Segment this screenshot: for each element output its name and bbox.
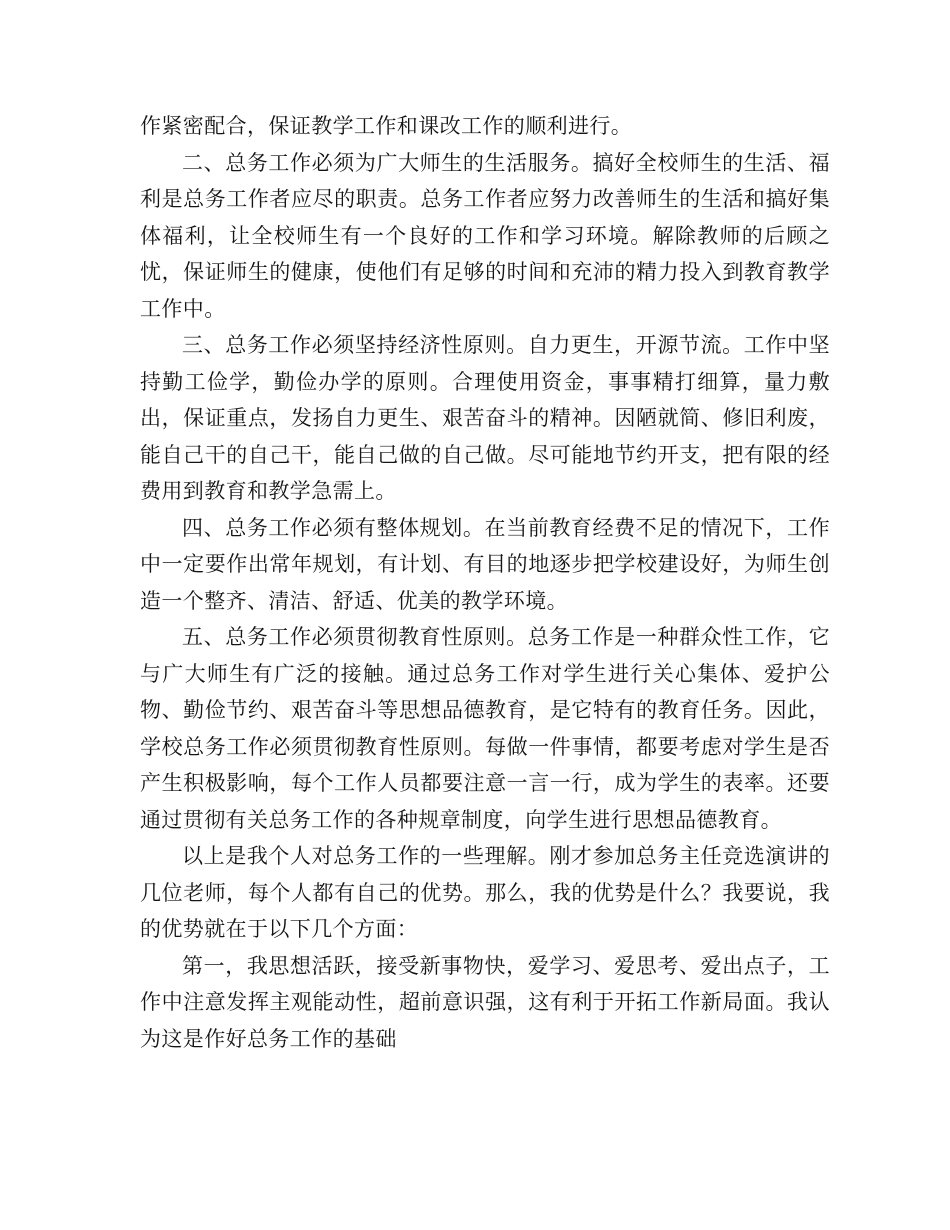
paragraph-summary: 以上是我个人对总务工作的一些理解。刚才参加总务主任竞选演讲的几位老师，每个人都有自己的优势。那么，我的优势是什么？我要说，我的优势就在于以下几个方面： [140, 844, 830, 941]
paragraph-point-five: 五、总务工作必须贯彻教育性原则。总务工作是一种群众性工作，它与广大师生有广泛的接触。通过总务工作对学生进行关心集体、爱护公物、勤俭节约、艰苦奋斗等思想品德教育，是它特有的教育任务。因此，学校总务工作必须贯彻教育性原则。每做一件事情，都要考虑对学生是否产生积极影响，每个工作人员都要注意一言一行，成为学生的表率。还要通过贯彻有关总务工作的各种规章制度，向学生进行思想品德教育。 [140, 625, 830, 832]
paragraph-point-two: 二、总务工作必须为广大师生的生活服务。搞好全校师生的生活、福利是总务工作者应尽的职责。总务工作者应努力改善师生的生活和搞好集体福利，让全校师生有一个良好的工作和学习环境。解除教师的后顾之忧，保证师生的健康，使他们有足够的时间和充沛的精力投入到教育教学工作中。 [140, 150, 830, 321]
paragraph-advantage-one: 第一，我思想活跃，接受新事物快，爱学习、爱思考、爱出点子，工作中注意发挥主观能动性，超前意识强，这有利于开拓工作新局面。我认为这是作好总务工作的基础 [140, 953, 830, 1051]
document-body [140, 108, 830, 1057]
paragraph-point-four: 四、总务工作必须有整体规划。在当前教育经费不足的情况下，工作中一定要作出常年规划，有计划、有目的地逐步把学校建设好，为师生创造一个整齐、清洁、舒适、优美的教学环境。 [140, 515, 830, 613]
paragraph-continuation: 作紧密配合，保证教学工作和课改工作的顺利进行。 [140, 114, 633, 138]
paragraph-point-three: 三、总务工作必须坚持经济性原则。自力更生，开源节流。工作中坚持勤工俭学，勤俭办学的原则。合理使用资金，事事精打细算，量力敷出，保证重点，发扬自力更生、艰苦奋斗的精神。因陋就简、修旧利废，能自己干的自己干，能自己做的自己做。尽可能地节约开支，把有限的经费用到教育和教学急需上。 [140, 333, 830, 503]
